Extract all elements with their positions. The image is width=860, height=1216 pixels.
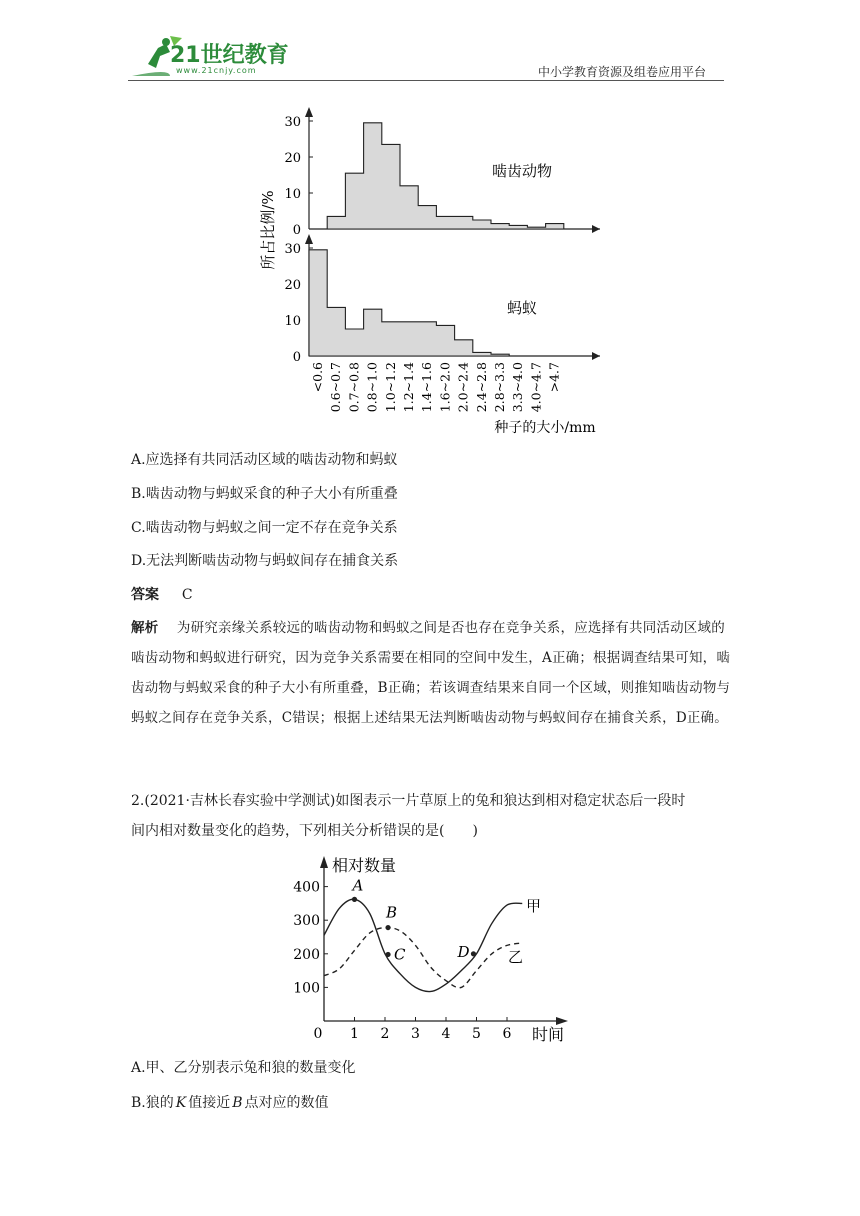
- q1-option-a: A.应选择有共同活动区域的啮齿动物和蚂蚁: [131, 452, 398, 468]
- logo-url: www.21cnjy.com: [176, 66, 257, 75]
- histogram-ytick-label: 30: [284, 115, 301, 130]
- population-xtick-label: 6: [502, 1026, 512, 1042]
- yaxis-arrow-icon: [320, 856, 328, 868]
- answer-label: 答案: [131, 587, 159, 603]
- panel-label-rodents: 啮齿动物: [491, 162, 553, 180]
- q2-option-b-text3: 点对应的数值: [244, 1095, 329, 1111]
- histogram-ytick-label: 10: [284, 187, 301, 202]
- point-label-c: C: [394, 945, 406, 964]
- histogram-category-label: 3.3~4.0: [510, 362, 526, 413]
- histogram-category-label: 0.6~0.7: [328, 362, 344, 413]
- histogram-ytick-label: 0: [292, 223, 301, 238]
- histogram-ytick-label: 10: [284, 314, 301, 329]
- q1-answer: [131, 585, 193, 605]
- xaxis-arrow-icon: [556, 1017, 568, 1025]
- histogram-category-label: 2.8~3.3: [492, 362, 507, 413]
- q1-option-c: C.啮齿动物与蚂蚁之间一定不存在竞争关系: [131, 520, 398, 536]
- xaxis-arrow-icon: [592, 352, 600, 360]
- histogram-category-label: 4.0~4.7: [528, 362, 544, 413]
- point-label-a: A: [352, 876, 364, 895]
- histogram-ytick-label: 20: [284, 151, 301, 166]
- population-ylabel: 相对数量: [332, 856, 397, 875]
- population-xtick-label: 5: [472, 1026, 481, 1042]
- population-xlabel: 时间: [532, 1025, 565, 1044]
- point-b: [385, 925, 390, 930]
- series-label-yi: 乙: [508, 948, 524, 966]
- xaxis-arrow-icon: [592, 225, 600, 233]
- histogram-xlabel: 种子的大小/mm: [494, 420, 596, 436]
- analysis-text: 为研究亲缘关系较远的啮齿动物和蚂蚁之间是否也存在竞争关系，应选择有共同活动区域的啮齿动物和蚂蚁进行研究，因为竞争关系需要在相同的空间中发生，A正确；根据调查结果可知，啮齿动物与蚂蚁采食的种子大小有所重叠，B正确；若该调查结果来自同一个区域，则推知啮齿动物与蚂蚁之间存在竞争关系，C错误；根据上述结果无法判断啮齿动物与蚂蚁间存在捕食关系，D正确。: [131, 620, 731, 726]
- histogram-category-label: 2.4~2.8: [473, 362, 489, 413]
- yaxis-arrow-icon: [305, 234, 313, 244]
- yaxis-arrow-icon: [305, 107, 313, 117]
- point-a: [352, 897, 357, 902]
- q2-option-b-text2: 值接近: [188, 1095, 231, 1111]
- q2-option-b: [131, 1093, 329, 1113]
- population-ytick-label: 400: [293, 879, 320, 896]
- point-d: [471, 951, 476, 956]
- series-line-jia: [324, 899, 522, 991]
- q2-stem-line2: 间内相对数量变化的趋势，下列相关分析错误的是( ): [131, 823, 478, 839]
- q1-option-b: B.啮齿动物与蚂蚁采食的种子大小有所重叠: [131, 486, 398, 502]
- series-line-yi: [324, 928, 522, 988]
- header-divider: [128, 80, 724, 81]
- logo-text: 21世纪教育: [170, 43, 289, 68]
- histogram-ylabel: 所占比例/%: [259, 190, 277, 270]
- population-ytick-label: 100: [293, 980, 320, 997]
- histogram-ytick-label: 30: [284, 242, 301, 257]
- histogram-ytick-label: 0: [292, 350, 301, 365]
- histogram-category-label: 1.2~1.4: [401, 362, 416, 413]
- q1-analysis: [131, 613, 731, 733]
- series-label-jia: 甲: [526, 897, 542, 915]
- population-xtick-label: 4: [441, 1026, 451, 1042]
- q2-option-b-text1: B.狼的: [131, 1095, 174, 1111]
- q2-stem-line1: 2.(2021·吉林长春实验中学测试)如图表示一片草原上的兔和狼达到相对稳定状态后一段时: [131, 793, 686, 809]
- histogram-category-label: 1.6~2.0: [437, 362, 453, 413]
- seed-size-histogram: [255, 100, 615, 440]
- q2-option-a: A.甲、乙分别表示兔和狼的数量变化: [131, 1060, 356, 1076]
- population-ytick-label: 300: [293, 913, 320, 930]
- panel-label-ants: 蚂蚁: [506, 299, 538, 317]
- histogram-ytick-label: 20: [284, 278, 301, 293]
- population-xtick-label: 3: [411, 1026, 420, 1042]
- point-c: [385, 952, 390, 957]
- histogram-category-label: >4.7: [546, 362, 562, 393]
- point-label-b: B: [386, 903, 398, 922]
- q2-option-b-point: B: [232, 1095, 243, 1111]
- q1-option-d: D.无法判断啮齿动物与蚂蚁间存在捕食关系: [131, 553, 399, 569]
- histogram-category-label: 0.7~0.8: [346, 362, 362, 413]
- histogram-category-label: 1.4~1.6: [419, 362, 435, 413]
- histogram-category-label: 0.8~1.0: [364, 362, 380, 413]
- histogram-category-label: 1.0~1.2: [382, 362, 398, 413]
- analysis-label: 解析: [131, 620, 159, 636]
- population-chart: [290, 850, 580, 1046]
- histogram-category-label: 2.0~2.4: [455, 362, 471, 413]
- header-platform-text: 中小学教育资源及组卷应用平台: [538, 65, 707, 79]
- point-label-d: D: [457, 942, 470, 961]
- q2-option-b-k: K: [175, 1095, 187, 1111]
- population-xtick-label: 2: [380, 1026, 390, 1042]
- population-xtick-label: 1: [350, 1026, 359, 1042]
- population-xtick-label: 0: [313, 1026, 323, 1042]
- population-ytick-label: 200: [293, 946, 320, 963]
- histogram-category-label: <0.6: [310, 362, 325, 393]
- answer-value: C: [181, 587, 193, 603]
